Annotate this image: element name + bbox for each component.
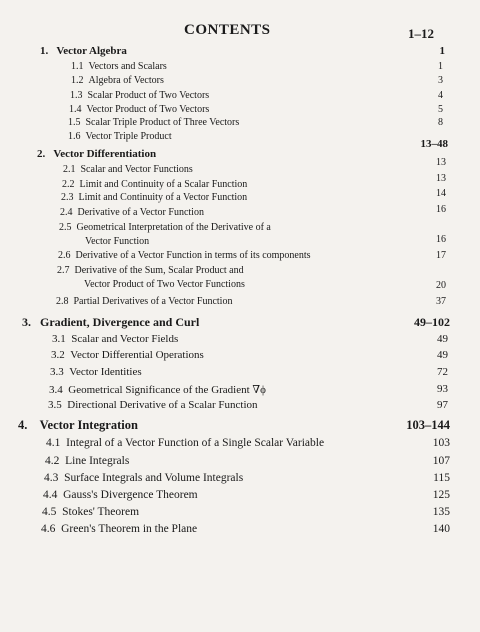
section-page: 93	[437, 383, 448, 395]
section-number: 1.4	[69, 104, 82, 115]
section-number: 3.1	[52, 333, 66, 345]
section-page: 125	[432, 489, 450, 501]
section-row	[51, 349, 204, 361]
section-title: Line Integrals	[65, 455, 130, 467]
section-row	[45, 455, 129, 467]
section-number: 2.1	[63, 164, 76, 175]
section-row	[57, 265, 244, 276]
section-number: 2.6	[58, 250, 71, 261]
section-number: 2.2	[62, 179, 75, 190]
section-page: 3	[438, 75, 443, 86]
section-number: 2.3	[61, 192, 74, 203]
section-page: 8	[438, 117, 443, 128]
section-title: Vector Product of Two Vectors	[86, 104, 210, 115]
section-page: 20	[436, 280, 446, 291]
section-title: Derivative of the Sum, Scalar Product and	[74, 265, 244, 276]
section-row	[44, 472, 243, 484]
section-number: 3.3	[50, 366, 64, 378]
section-row	[52, 333, 178, 345]
section-number: 4.5	[42, 506, 57, 518]
section-number: 3.4	[49, 384, 63, 396]
section-title: Surface Integrals and Volume Integrals	[64, 472, 244, 484]
section-title: Stokes' Theorem	[62, 506, 140, 518]
section-number: 2.5	[59, 222, 72, 233]
section-row	[48, 399, 258, 411]
section-row	[49, 383, 266, 396]
chapter-number: 4.	[18, 418, 28, 432]
section-row	[69, 104, 209, 115]
section-page: 115	[433, 472, 450, 484]
section-page: 4	[438, 90, 443, 101]
section-row	[59, 222, 271, 233]
chapter-heading-2	[37, 148, 156, 160]
chapter-heading-1	[40, 45, 127, 57]
section-page: 13	[436, 157, 446, 168]
chapter-pages: 13–48	[420, 138, 448, 150]
section-page: 140	[432, 523, 450, 535]
section-title: Derivative of a Vector Function in terms of its components	[75, 250, 311, 261]
section-title: Integral of a Vector Function of a Single Scalar Variable	[66, 437, 325, 449]
section-page: 17	[436, 250, 446, 261]
section-page: 103	[432, 437, 450, 449]
chapter-number: 3.	[22, 315, 31, 329]
page-range: 1–12	[408, 26, 434, 41]
section-page: 5	[438, 104, 443, 115]
section-row	[56, 296, 232, 307]
section-title: Scalar and Vector Functions	[80, 164, 193, 175]
section-row	[63, 164, 193, 175]
section-page: 135	[432, 506, 450, 518]
section-title: Geometrical Interpretation of the Derivative of a	[76, 222, 271, 233]
chapter-pages: 103–144	[406, 418, 450, 432]
section-title: Derivative of a Vector Function	[77, 207, 204, 218]
section-page: 13	[436, 173, 446, 184]
chapter-number: 2.	[37, 148, 46, 160]
section-title: Directional Derivative of a Scalar Function	[67, 399, 258, 411]
chapter-pages: 49–102	[414, 315, 450, 329]
section-page: 72	[437, 366, 448, 378]
section-number: 4.3	[44, 472, 59, 484]
chapter-heading-3	[22, 315, 199, 330]
section-number: 4.6	[41, 523, 56, 535]
section-row	[60, 207, 204, 218]
section-number: 1.5	[68, 117, 81, 128]
section-title: Vector Identities	[69, 366, 142, 378]
section-row	[50, 366, 142, 378]
section-number: 1.2	[71, 75, 84, 86]
section-page: 49	[437, 349, 448, 361]
section-row	[46, 437, 324, 449]
section-row	[71, 61, 167, 72]
section-page: 1	[438, 61, 443, 72]
section-row	[71, 75, 164, 86]
section-row	[61, 192, 247, 203]
section-row	[62, 179, 247, 190]
section-page: 16	[436, 204, 446, 215]
section-title: Vector Triple Product	[85, 131, 172, 142]
chapter-title: Vector Integration	[39, 418, 138, 432]
section-title-continued: Vector Product of Two Vector Functions	[84, 279, 245, 290]
section-title: Scalar Product of Two Vectors	[87, 90, 210, 101]
section-title: Green's Theorem in the Plane	[61, 523, 198, 535]
section-number: 4.2	[45, 455, 60, 467]
page-title: CONTENTS	[184, 22, 271, 38]
section-title: Partial Derivatives of a Vector Function	[73, 296, 233, 307]
section-number: 1.1	[71, 61, 84, 72]
section-title: Scalar Triple Product of Three Vectors	[85, 117, 240, 128]
section-number: 4.1	[46, 437, 61, 449]
section-row	[42, 506, 139, 518]
section-page: 14	[436, 188, 446, 199]
section-title: Limit and Continuity of a Scalar Function	[79, 179, 248, 190]
section-title: Vectors and Scalars	[88, 61, 167, 72]
chapter-number: 1.	[40, 45, 49, 57]
section-row	[70, 90, 209, 101]
section-row	[43, 489, 198, 501]
chapter-title: Vector Algebra	[56, 45, 127, 57]
section-page: 37	[436, 296, 446, 307]
section-title: Scalar and Vector Fields	[71, 333, 179, 345]
chapter-title: Gradient, Divergence and Curl	[40, 315, 200, 329]
section-title: Algebra of Vectors	[88, 75, 164, 86]
section-title-continued: Vector Function	[85, 236, 150, 247]
section-title: Vector Differential Operations	[70, 349, 204, 361]
section-number: 4.4	[43, 489, 58, 501]
chapter-pages: 1	[439, 45, 445, 57]
section-title: Geometrical Significance of the Gradient ∇ϕ	[68, 384, 266, 396]
section-title: Gauss's Divergence Theorem	[63, 489, 198, 501]
section-row	[58, 250, 311, 261]
section-number: 1.3	[70, 90, 83, 101]
section-row	[41, 523, 197, 535]
chapter-heading-4	[18, 418, 138, 433]
section-number: 2.8	[56, 296, 69, 307]
section-number: 2.4	[60, 207, 73, 218]
section-page: 97	[437, 399, 448, 411]
section-number: 3.2	[51, 349, 65, 361]
section-number: 2.7	[57, 265, 70, 276]
chapter-title: Vector Differentiation	[53, 148, 157, 160]
section-row	[68, 131, 172, 142]
section-title: Limit and Continuity of a Vector Function	[78, 192, 248, 203]
section-number: 3.5	[48, 399, 62, 411]
section-row	[68, 117, 239, 128]
section-page: 107	[432, 455, 450, 467]
section-number: 1.6	[68, 131, 81, 142]
section-page: 16	[436, 234, 446, 245]
section-page: 49	[437, 333, 448, 345]
